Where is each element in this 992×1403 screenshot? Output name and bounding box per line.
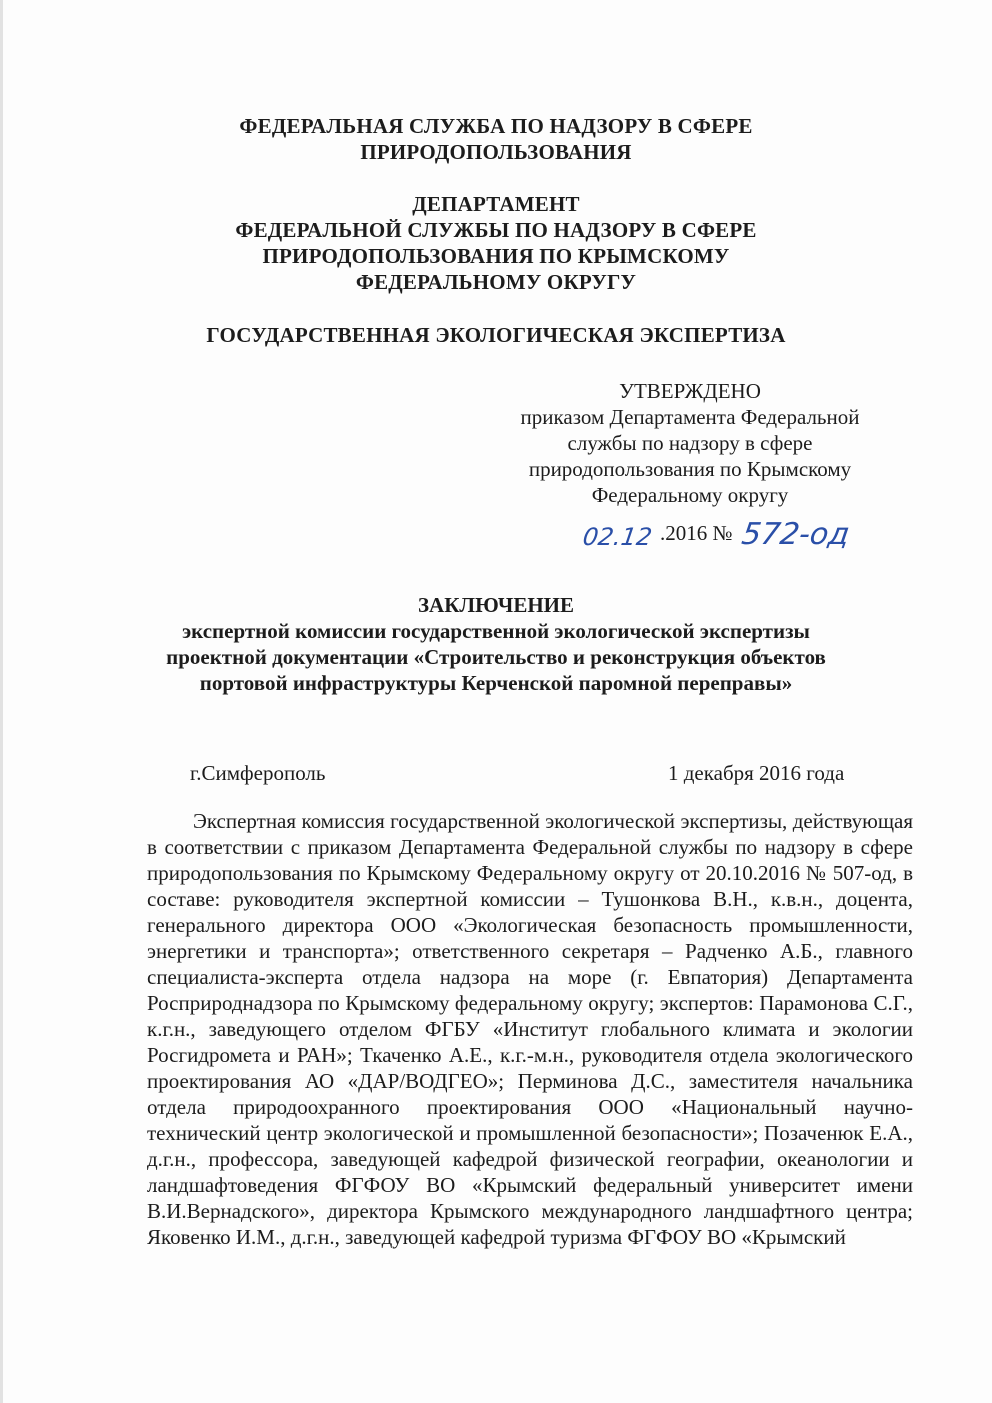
conclusion-title [0,592,992,696]
department-line-3: ПРИРОДОПОЛЬЗОВАНИЯ ПО КРЫМСКОМУ [262,244,730,268]
approval-block [480,378,900,508]
agency-header [0,113,992,165]
conclusion-line-1: экспертной комиссии государственной экологической экспертизы [182,619,810,643]
approval-line-4: Федеральному округу [591,483,789,507]
agency-line-2: ПРИРОДОПОЛЬЗОВАНИЯ [360,140,632,164]
handwritten-order-number: 572-од [739,517,852,552]
place-city: г.Симферополь [190,761,326,785]
handwritten-date: 02.12 [581,523,654,551]
expertise-header [0,322,992,348]
department-header [0,191,992,295]
department-line-1: ДЕПАРТАМЕНТ [412,192,580,216]
order-number-line [480,513,900,559]
agency-line-1: ФЕДЕРАЛЬНАЯ СЛУЖБА ПО НАДЗОРУ В СФЕРЕ [239,114,753,138]
approval-line-2: службы по надзору в сфере [567,431,813,455]
expertise-title: ГОСУДАРСТВЕННАЯ ЭКОЛОГИЧЕСКАЯ ЭКСПЕРТИЗА [206,323,786,347]
place-date: 1 декабря 2016 года [668,761,845,785]
conclusion-heading: ЗАКЛЮЧЕНИЕ [417,593,575,617]
department-line-4: ФЕДЕРАЛЬНОМУ ОКРУГУ [355,270,637,294]
department-line-2: ФЕДЕРАЛЬНОЙ СЛУЖБЫ ПО НАДЗОРУ В СФЕРЕ [235,218,757,242]
approval-label: УТВЕРЖДЕНО [619,379,761,403]
order-year-text: .2016 № [660,521,733,545]
approval-line-3: природопользования по Крымскому [528,457,852,481]
body-paragraph: Экспертная комиссия государственной экологической экспертизы, действующая в соответствии с приказом Департамента Федеральной службы по надзору в сфере природопользования по Крымскому Федеральному округу от 20.10.2016 № 507-од, в составе: руководителя экспертной комиссии – Тушонкова В.Н., к.в.н., доцента, генерального директора ООО «Экологическая безопасность промышленности, энергетики и транспорта»; ответственного секретаря – Радченко А.Б., главного специалиста-эксперта отдела надзора на море (г. Евпатория) Департамента Росприроднадзора по Крымскому федеральному округу; экспертов: Парамонова С.Г., к.г.н., заведующего отделом ФГБУ «Институт глобального климата и экологии Росгидромета и РАН»; Ткаченко А.Е., к.г.-м.н., руководителя отдела экологического проектирования АО «ДАР/ВОДГЕО»; Перминова Д.С., заместителя начальника отдела природоохранного проектирования ООО «Национальный научно-технический центр экологической и промышленной безопасности»; Позаченюк Е.А., д.г.н., профессора, заведующей кафедрой физической географии, океанологии и ландшафтоведения ФГФОУ ВО «Крымский федеральный университет имени В.И.Вернадского», директора Крымского международного ландшафтного центра; Яковенко И.М., д.г.н., заведующей кафедрой туризма ФГФОУ ВО «Крымский [147,809,913,1249]
conclusion-line-3: портовой инфраструктуры Керченской паромной переправы» [199,671,793,695]
conclusion-line-2: проектной документации «Строительство и реконструкция объектов [166,645,826,669]
approval-line-1: приказом Департамента Федеральной [520,405,860,429]
